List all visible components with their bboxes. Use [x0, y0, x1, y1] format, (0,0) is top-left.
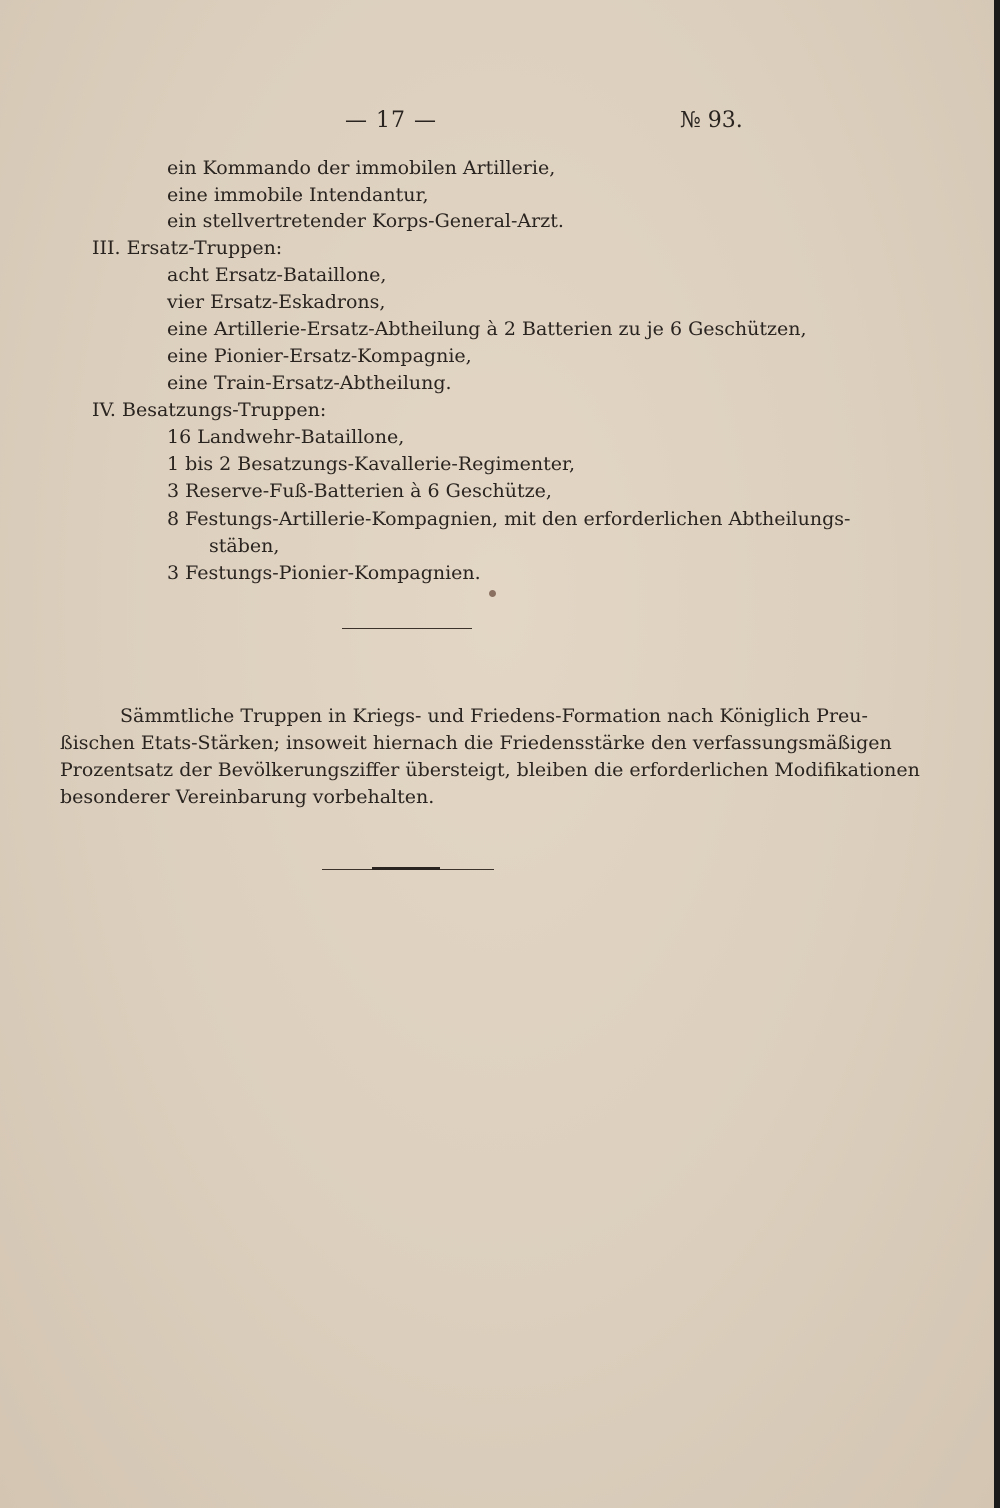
- list-item: 3 Reserve-Fuß-Batterien à 6 Geschütze,: [167, 480, 552, 502]
- list-item-continuation: stäben,: [209, 535, 280, 557]
- list-item: eine immobile Intendantur,: [167, 184, 429, 206]
- paragraph-line: ßischen Etats-Stärken; insoweit hiernach die Friedensstärke den verfassungsmäßigen: [60, 732, 892, 754]
- page-number: — 17 —: [345, 108, 437, 133]
- list-item: 3 Festungs-Pionier-Kompagnien.: [167, 562, 481, 584]
- section-heading-garrison-troops: IV. Besatzungs-Truppen:: [92, 399, 327, 421]
- paragraph-line: besonderer Vereinbarung vorbehalten.: [60, 786, 435, 808]
- paragraph-line: Prozentsatz der Bevölkerungsziffer übersteigt, bleiben die erforderlichen Modifikationen: [60, 759, 920, 781]
- list-item: eine Artillerie-Ersatz-Abtheilung à 2 Batterien zu je 6 Geschützen,: [167, 318, 807, 340]
- ink-spot: [489, 590, 496, 597]
- list-item: vier Ersatz-Eskadrons,: [167, 291, 386, 313]
- list-item: ein Kommando der immobilen Artillerie,: [167, 157, 556, 179]
- section-divider: [342, 628, 472, 629]
- page-header: [0, 108, 994, 142]
- section-heading-replacement-troops: III. Ersatz-Truppen:: [92, 237, 283, 259]
- paragraph-line: Sämmtliche Truppen in Kriegs- und Friedens-Formation nach Königlich Preu-: [120, 705, 868, 727]
- list-item: eine Pionier-Ersatz-Kompagnie,: [167, 345, 472, 367]
- list-item: eine Train-Ersatz-Abtheilung.: [167, 372, 452, 394]
- list-item: acht Ersatz-Bataillone,: [167, 264, 387, 286]
- document-number: № 93.: [680, 108, 743, 133]
- end-rule-ornament: [372, 867, 440, 870]
- list-item: 1 bis 2 Besatzungs-Kavallerie-Regimenter,: [167, 453, 576, 475]
- list-item: 16 Landwehr-Bataillone,: [167, 426, 405, 448]
- list-item: ein stellvertretender Korps-General-Arzt.: [167, 210, 564, 232]
- list-item: 8 Festungs-Artillerie-Kompagnien, mit den erforderlichen Abtheilungs-: [167, 508, 851, 530]
